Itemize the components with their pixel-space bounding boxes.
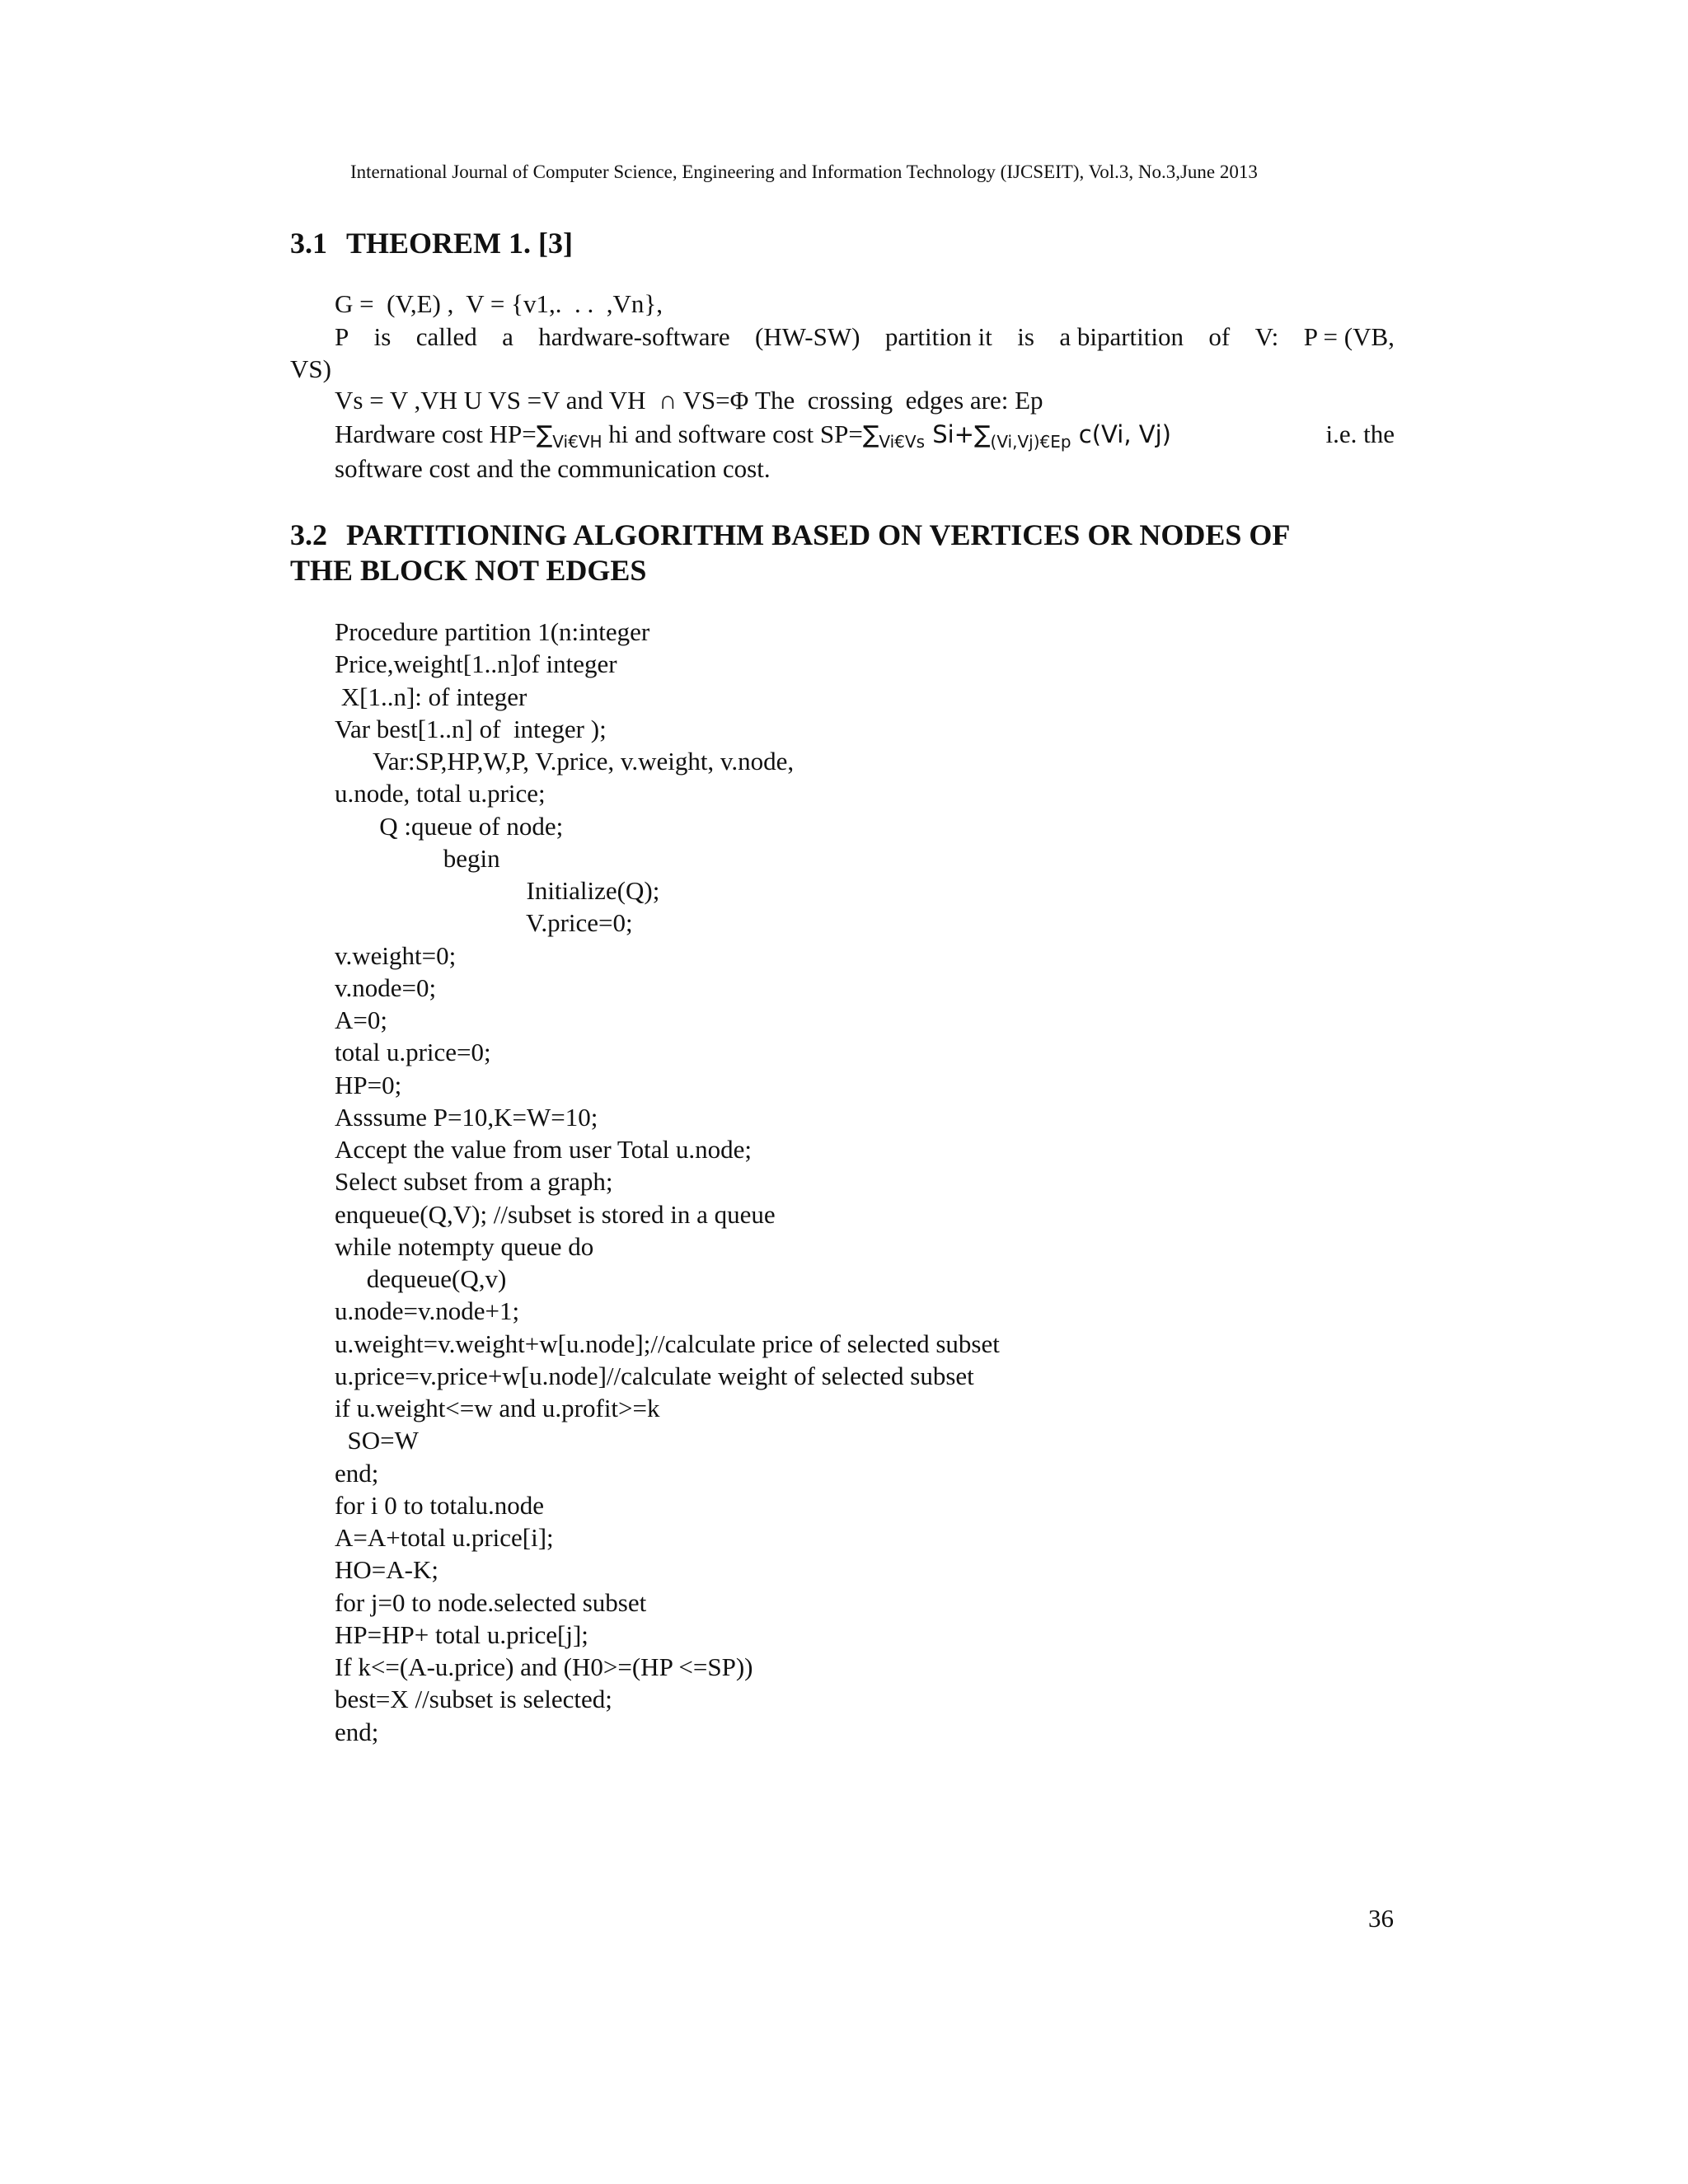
- theorem-line-crossing-edges: Vs = V ,VH U VS =V and VH ∩ VS=Φ The crossing edges are: Ep: [335, 386, 1043, 415]
- code-line: u.node=v.node+1;: [335, 1296, 520, 1326]
- word: P: [335, 322, 349, 351]
- code-line: end;: [335, 1717, 379, 1746]
- code-line: while notempty queue do: [335, 1231, 594, 1261]
- word: called: [415, 322, 477, 351]
- code-line: for j=0 to node.selected subset: [335, 1587, 647, 1617]
- section-title-line-2: THE BLOCK NOT EDGES: [290, 554, 647, 587]
- formula-text: Hardware cost HP=: [335, 419, 537, 448]
- code-line: HP=HP+ total u.price[j];: [335, 1619, 588, 1649]
- code-line: A=A+total u.price[i];: [335, 1523, 554, 1552]
- code-line: Price,weight[1..n]of integer: [335, 649, 617, 679]
- theorem-line-graph-definition: G = (V,E) , V = {v1,. . . ,Vn},: [335, 289, 663, 318]
- running-header: International Journal of Computer Science, Engineering and Information Technology (IJCSEIT), Vol.3, No.3,June 2013: [350, 162, 1258, 182]
- code-line: v.node=0;: [335, 972, 437, 1002]
- algorithm-pseudocode: [335, 616, 1000, 1748]
- theorem-line-partition-definition: [335, 321, 1395, 353]
- word: (HW-SW): [755, 322, 860, 351]
- word: P = (VB,: [1303, 322, 1395, 351]
- code-line: Var best[1..n] of integer );: [335, 714, 607, 743]
- code-line: A=0;: [335, 1005, 387, 1034]
- code-line: Select subset from a graph;: [335, 1167, 613, 1197]
- code-line: if u.weight<=w and u.profit>=k: [335, 1394, 660, 1422]
- code-line: Accept the value from user Total u.node;: [335, 1135, 753, 1164]
- word: hardware-software: [538, 322, 730, 351]
- sum-subscript: (Vi,Vj)€Ep: [990, 432, 1071, 452]
- code-line: Procedure partition 1(n:integer: [335, 617, 650, 646]
- word: partition it: [884, 322, 992, 351]
- formula-text: Si+: [924, 420, 974, 448]
- code-line: HO=A-K;: [335, 1555, 438, 1585]
- word: a bipartition: [1059, 322, 1184, 351]
- code-line: v.weight=0;: [335, 940, 457, 970]
- section-title: THEOREM 1. [3]: [346, 227, 573, 260]
- section-number: 3.1: [290, 227, 327, 260]
- word: a: [502, 322, 513, 351]
- sum-subscript: Vi€Vs: [879, 432, 925, 452]
- theorem-line-summary: software cost and the communication cost.: [335, 454, 771, 483]
- theorem-line-continuation: VS): [290, 354, 331, 383]
- code-line: end;: [335, 1458, 379, 1488]
- code-line: Initialize(Q);: [335, 876, 660, 905]
- code-line: If k<=(A-u.price) and (H0>=(HP <=SP)): [335, 1652, 753, 1681]
- code-line: for i 0 to totalu.node: [335, 1490, 544, 1520]
- code-line: total u.price=0;: [335, 1038, 491, 1067]
- code-line: u.weight=v.weight+w[u.node];//calculate price of selected subset: [335, 1329, 1000, 1358]
- formula-tail: i.e. the: [1325, 419, 1395, 448]
- code-line: begin: [335, 843, 500, 873]
- section-heading-3-1: [290, 225, 573, 261]
- section-title-line-1: PARTITIONING ALGORITHM BASED ON VERTICES OR NODES OF: [346, 518, 1291, 551]
- code-line: V.price=0;: [335, 908, 633, 938]
- code-line: u.price=v.price+w[u.node]//calculate weight of selected subset: [335, 1361, 974, 1390]
- page-number: 36: [1368, 1904, 1394, 1933]
- section-heading-3-2-continued: [290, 552, 646, 588]
- sum-subscript: Vi€VH: [552, 432, 603, 452]
- code-line: u.node, total u.price;: [335, 779, 546, 808]
- code-line: Var:SP,HP,W,P, V.price, v.weight, v.node,: [335, 747, 795, 776]
- section-heading-3-2: [290, 517, 1290, 553]
- code-line: X[1..n]: of integer: [335, 682, 528, 711]
- word: is: [1017, 322, 1034, 351]
- word: of: [1208, 322, 1231, 351]
- code-line: Q :queue of node;: [335, 811, 564, 841]
- formula-text: hi and software cost SP=: [602, 419, 863, 448]
- word: is: [373, 322, 392, 351]
- code-line: best=X //subset is selected;: [335, 1685, 612, 1714]
- sum-symbol: ∑: [973, 420, 991, 448]
- theorem-line-cost-formula: [335, 419, 1395, 457]
- code-line: enqueue(Q,V); //subset is stored in a queue: [335, 1199, 776, 1229]
- cost-formula: [335, 419, 1171, 457]
- sum-symbol: ∑: [536, 420, 553, 448]
- code-line: Asssume P=10,K=W=10;: [335, 1102, 598, 1132]
- section-number: 3.2: [290, 518, 327, 551]
- code-line: HP=0;: [335, 1070, 402, 1099]
- word: V:: [1254, 322, 1279, 351]
- code-line: dequeue(Q,v): [335, 1264, 507, 1293]
- sum-symbol: ∑: [862, 420, 879, 448]
- formula-text: c(Vi, Vj): [1071, 420, 1171, 448]
- code-line: SO=W: [335, 1426, 419, 1455]
